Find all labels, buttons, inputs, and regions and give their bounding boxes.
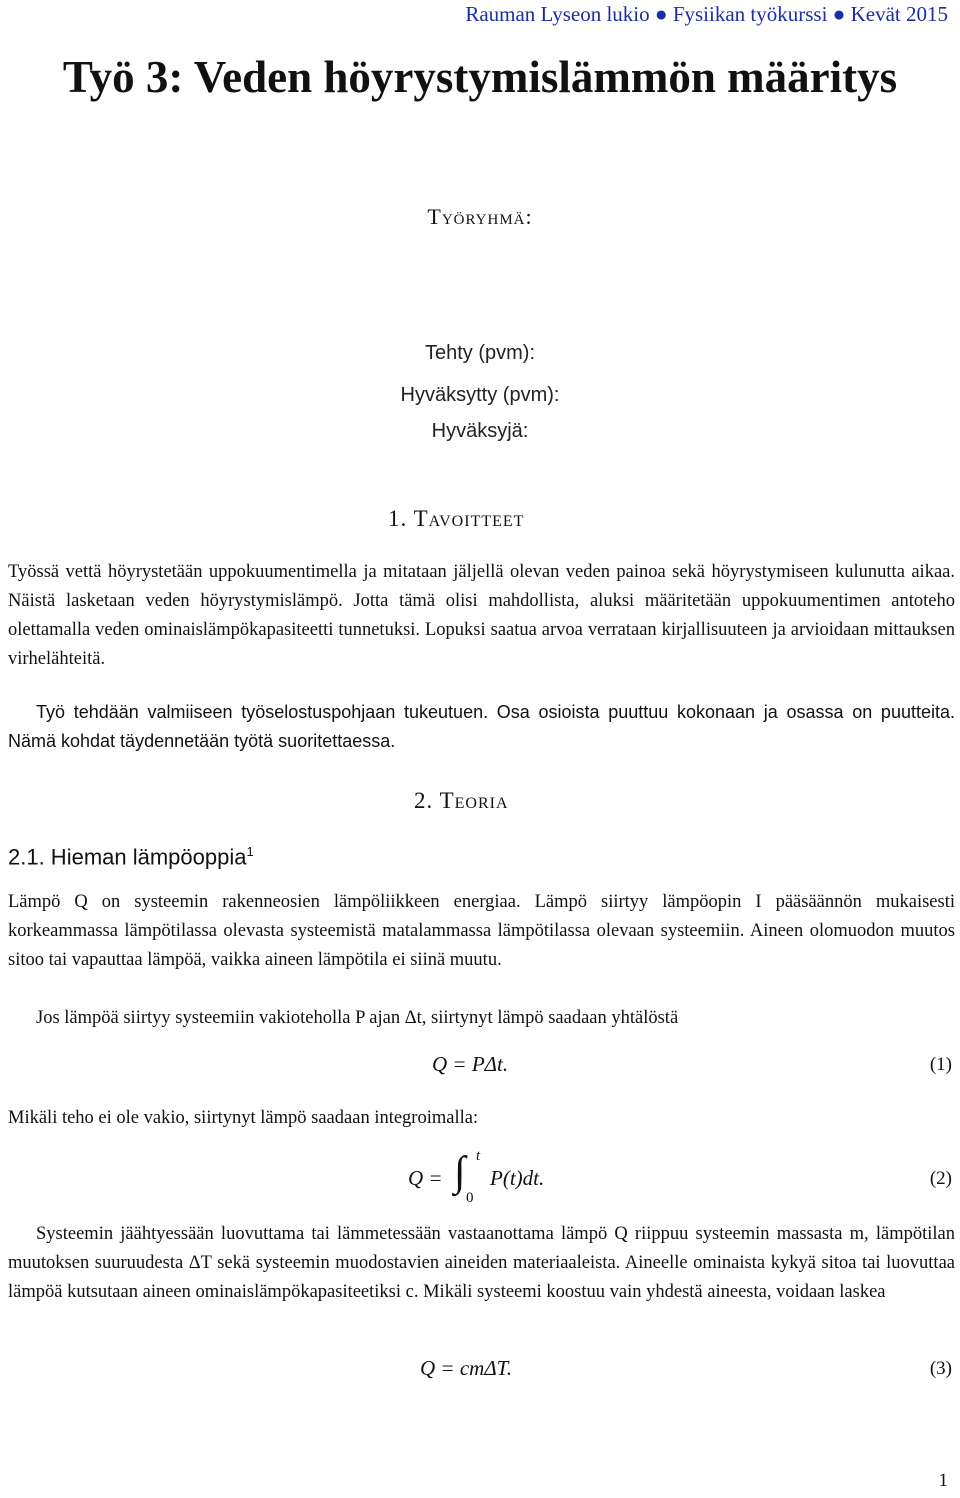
section-heading-goals: 1. Tavoitteet [388,506,525,531]
equation-2-number: (2) [929,1168,952,1189]
equation-3-number: (3) [929,1358,952,1379]
subsection-title: 2.1. Hieman lämpöoppia [8,844,247,870]
theory-paragraph: Lämpö Q on systeemin rakenneosien lämpöliikkeen energiaa. Lämpö siirtyy lämpöopin I pääsäännön mukaisesti korkeammassa lämpötilassa olevasta systeemistä matalammassa lämpötilassa olevaan systeemiin. Aineen olomuodon muutos sitoo tai vapauttaa lämpöä, vaikka aineen lämpötila ei siinä muutu. [8,892,955,970]
footnote-marker: 1 [246,844,254,859]
date-accepted-label: Hyväksytty (pvm): [400,384,560,406]
theory-paragraph-2: Jos lämpöä siirtyy systeemiin vakioteholla P ajan Δt, siirtynyt lämpö saadaan yhtälöstä [36,1008,679,1028]
equation-3: Q = cmΔT. [420,1356,513,1380]
acceptor-label: Hyväksyjä: [431,420,529,442]
equation-1: Q = PΔt. [432,1052,509,1076]
theory-paragraph-3: Mikäli teho ei ole vakio, siirtynyt lämpö saadaan integroimalla: [8,1108,479,1128]
goals-paragraph-2: Työ tehdään valmiiseen työselostuspohjaan tukeutuen. Osa osioista puuttuu kokonaan ja osassa on puutteita. Nämä kohdat täydennetään työtä suoritettaessa. [8,702,955,751]
section-heading-theory: 2. Teoria [414,788,509,813]
equation-2-body: P(t)dt. [490,1166,545,1190]
integral-upper-limit: t [476,1148,481,1164]
subsection-heading [8,844,254,870]
equation-2-lhs: Q = [408,1166,443,1190]
integral-lower-limit: 0 [466,1190,474,1206]
page-title: Työ 3: Veden höyrystymislämmön määritys [62,52,898,102]
theory-paragraph-4: Systeemin jäähtyessään luovuttama tai lämmetessään vastaanottama lämpö Q riippuu systeemin massasta m, lämpötilan muutoksen suuruudesta ΔT sekä systeemin muodostavien aineiden materiaaleista. Aineelle ominaista kykyä sitoa tai luovuttaa lämpöä kutsutaan aineen ominaislämpökapasiteetiksi c. Mikäli systeemi koostuu vain yhdestä aineesta, voidaan laskea [8,1224,955,1302]
goals-paragraph: Työssä vettä höyrystetään uppokuumentimella ja mitataan jäljellä olevan veden painoa sekä höyrystymiseen kulunutta aikaa. Näistä lasketaan veden höyrystymislämpö. Jotta tämä olisi mahdollista, aluksi määritetään uppokuumentimen antoteho olettamalla veden ominaislämpökapasiteetti tunnetuksi. Lopuksi saatua arvoa verrataan kirjallisuuteen ja arvioidaan mittauksen virhelähteitä. [8,562,955,669]
work-group-label: Työryhmä: [427,204,533,229]
equation-1-number: (1) [929,1054,952,1075]
integral-sign: ∫ [454,1149,466,1195]
running-header: Rauman Lyseon lukio ● Fysiikan työkurssi ● Kevät 2015 [465,2,948,26]
date-done-label: Tehty (pvm): [424,342,536,364]
page-number: 1 [938,1470,948,1491]
